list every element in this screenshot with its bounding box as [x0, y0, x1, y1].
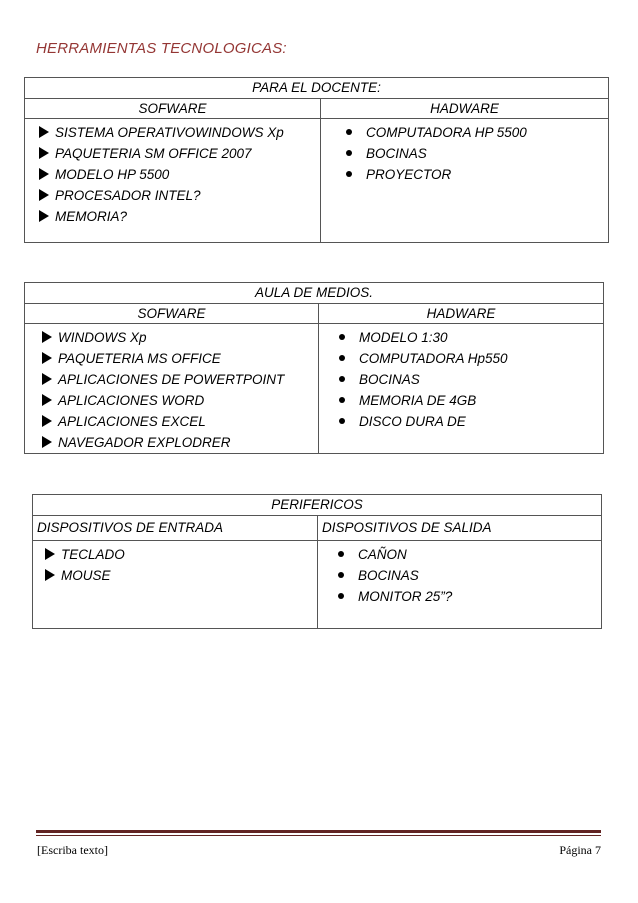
dot-bullet-icon	[339, 334, 345, 340]
arrow-bullet-icon	[42, 394, 52, 406]
aula-medios-hardware-header: HADWARE	[319, 304, 604, 324]
list-item	[42, 432, 318, 453]
list-item-text: APLICACIONES EXCEL	[58, 414, 206, 429]
list-item-text: COMPUTADORA Hp550	[359, 351, 508, 366]
list-item-text: BOCINAS	[358, 568, 419, 583]
list-item-text: MONITOR 25”?	[358, 589, 453, 604]
docente-hardware-list	[346, 119, 608, 185]
input-devices-list	[45, 541, 317, 586]
list-item-text: COMPUTADORA HP 5500	[366, 125, 527, 140]
list-item	[45, 544, 317, 565]
list-item	[338, 586, 601, 607]
output-devices-cell	[318, 541, 602, 629]
dot-bullet-icon	[339, 355, 345, 361]
arrow-bullet-icon	[45, 548, 55, 560]
list-item-text: PROYECTOR	[366, 167, 452, 182]
footer-divider	[36, 830, 601, 833]
list-item-text: SISTEMA OPERATIVOWINDOWS Xp	[55, 125, 284, 140]
list-item-text: DISCO DURA DE	[359, 414, 466, 429]
input-devices-header: DISPOSITIVOS DE ENTRADA	[33, 516, 318, 541]
list-item-text: APLICACIONES DE POWERTPOINT	[58, 372, 285, 387]
dot-bullet-icon	[339, 376, 345, 382]
arrow-bullet-icon	[42, 415, 52, 427]
list-item	[42, 327, 318, 348]
list-item	[339, 369, 603, 390]
aula-medios-table	[24, 282, 604, 454]
aula-medios-table-title: AULA DE MEDIOS.	[25, 283, 604, 304]
list-item	[339, 327, 603, 348]
list-item-text: MEMORIA?	[55, 209, 128, 224]
docente-table-title: PARA EL DOCENTE:	[25, 78, 609, 99]
footer-placeholder-text[interactable]: [Escriba texto]	[37, 843, 108, 857]
list-item	[42, 348, 318, 369]
aula-medios-hardware-cell	[319, 324, 604, 454]
list-item	[39, 143, 320, 164]
dot-bullet-icon	[339, 418, 345, 424]
arrow-bullet-icon	[42, 331, 52, 343]
list-item-text: APLICACIONES WORD	[58, 393, 205, 408]
arrow-bullet-icon	[45, 569, 55, 581]
arrow-bullet-icon	[39, 168, 49, 180]
dot-bullet-icon	[338, 551, 344, 557]
aula-medios-software-list	[42, 324, 318, 453]
list-item-text: MODELO HP 5500	[55, 167, 170, 182]
page-number: Página 7	[559, 843, 601, 857]
list-item	[39, 206, 320, 227]
docente-software-list	[39, 119, 320, 227]
output-devices-list	[338, 541, 601, 607]
docente-hardware-header: HADWARE	[321, 99, 609, 119]
list-item	[346, 164, 608, 185]
list-item-text: MEMORIA DE 4GB	[359, 393, 477, 408]
list-item	[42, 390, 318, 411]
list-item	[339, 390, 603, 411]
arrow-bullet-icon	[39, 210, 49, 222]
arrow-bullet-icon	[39, 147, 49, 159]
dot-bullet-icon	[346, 150, 352, 156]
list-item-text: PROCESADOR INTEL?	[55, 188, 201, 203]
list-item-text: NAVEGADOR EXPLODRER	[58, 435, 231, 450]
list-item	[42, 369, 318, 390]
perifericos-table	[32, 494, 602, 629]
list-item	[339, 411, 603, 432]
perifericos-table-title: PERIFERICOS	[33, 495, 602, 516]
docente-hardware-cell	[321, 119, 609, 243]
dot-bullet-icon	[338, 572, 344, 578]
list-item-text: BOCINAS	[366, 146, 427, 161]
arrow-bullet-icon	[42, 436, 52, 448]
list-item-text: MOUSE	[61, 568, 111, 583]
list-item	[39, 122, 320, 143]
aula-medios-software-header: SOFWARE	[25, 304, 319, 324]
page-title: HERRAMIENTAS TECNOLOGICAS:	[36, 40, 287, 57]
aula-medios-hardware-list	[339, 324, 603, 432]
list-item-text: BOCINAS	[359, 372, 420, 387]
arrow-bullet-icon	[42, 373, 52, 385]
list-item-text: PAQUETERIA SM OFFICE 2007	[55, 146, 252, 161]
input-devices-cell	[33, 541, 318, 629]
list-item-text: MODELO 1:30	[359, 330, 448, 345]
list-item	[39, 185, 320, 206]
list-item-text: PAQUETERIA MS OFFICE	[58, 351, 221, 366]
docente-software-cell	[25, 119, 321, 243]
list-item	[45, 565, 317, 586]
docente-table	[24, 77, 609, 243]
dot-bullet-icon	[339, 397, 345, 403]
list-item	[338, 565, 601, 586]
dot-bullet-icon	[346, 129, 352, 135]
footer-divider-thin	[36, 835, 601, 836]
list-item	[346, 143, 608, 164]
aula-medios-software-cell	[25, 324, 319, 454]
list-item-text: TECLADO	[61, 547, 125, 562]
list-item	[338, 544, 601, 565]
list-item	[39, 164, 320, 185]
list-item	[346, 122, 608, 143]
list-item	[42, 411, 318, 432]
dot-bullet-icon	[338, 593, 344, 599]
arrow-bullet-icon	[42, 352, 52, 364]
output-devices-header: DISPOSITIVOS DE SALIDA	[318, 516, 602, 541]
dot-bullet-icon	[346, 171, 352, 177]
list-item	[339, 348, 603, 369]
list-item-text: WINDOWS Xp	[58, 330, 147, 345]
arrow-bullet-icon	[39, 126, 49, 138]
docente-software-header: SOFWARE	[25, 99, 321, 119]
arrow-bullet-icon	[39, 189, 49, 201]
list-item-text: CAÑON	[358, 547, 407, 562]
